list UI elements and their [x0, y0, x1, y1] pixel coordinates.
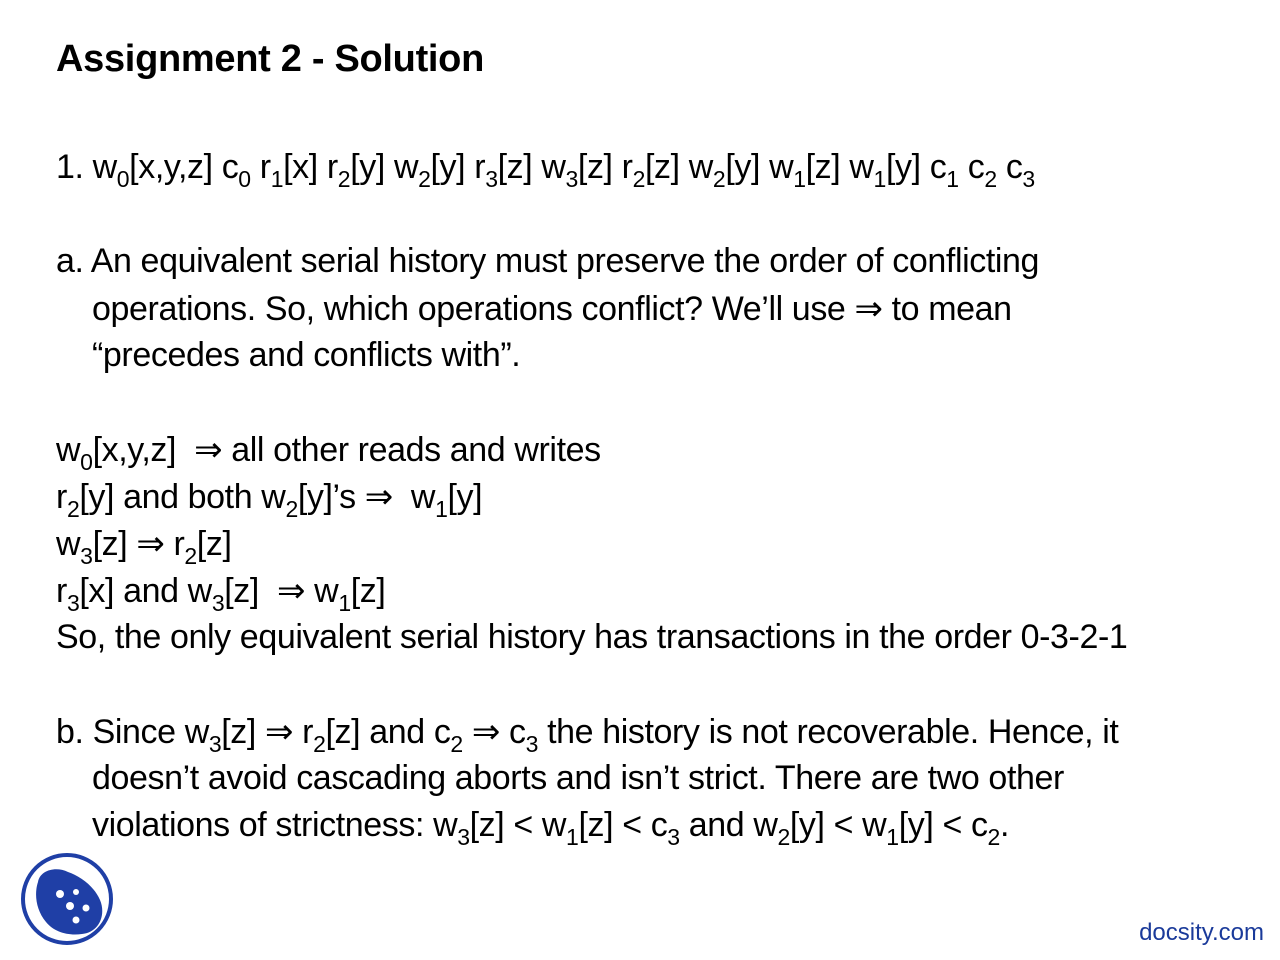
op-w: w [56, 431, 81, 469]
part-a-line-2-end: to mean [882, 290, 1012, 328]
history-op-letter: w [92, 148, 117, 186]
sub-2: 2 [66, 496, 80, 522]
history-op-args: [z] [805, 148, 841, 186]
op-w: w [410, 478, 436, 516]
conflict-4-text-2: [z] [224, 572, 259, 610]
history-op [259, 148, 318, 192]
history-op [849, 148, 921, 192]
conclusion-line: So, the only equivalent serial history has transactions in the order 0-3-2-1 [56, 618, 1128, 656]
history-op-subscript: 1 [793, 166, 806, 192]
history-op [967, 148, 997, 192]
op-w: w [56, 525, 81, 563]
implies-symbol: ⇒ [194, 431, 223, 469]
history-op-subscript: 3 [1022, 166, 1035, 192]
history-op-args: [z] [497, 148, 533, 186]
history-op-subscript: 1 [873, 166, 886, 192]
history-op-letter: w [769, 148, 794, 186]
part-b-text-3d: and w [679, 806, 778, 844]
history-op-letter: c [967, 148, 985, 186]
history-op-letter: c [929, 148, 947, 186]
history-op-args: [x] [283, 148, 318, 186]
conflict-2-text-2: [y]’s [297, 478, 356, 516]
op-r: r [56, 478, 67, 516]
implies-symbol: ⇒ [471, 713, 500, 751]
history-op-letter: r [474, 148, 486, 186]
part-b-text-c: [z] and c [325, 713, 451, 751]
history-op-args: [y] [725, 148, 761, 186]
sub-3: 3 [211, 590, 225, 616]
conflict-2-text-1: [y] and both w [79, 478, 286, 516]
sub-1: 1 [566, 824, 579, 850]
conflict-line-3 [56, 524, 232, 569]
history-ops [92, 148, 1035, 192]
history-op-subscript: 2 [984, 166, 997, 192]
part-b-text-a: b. Since w [56, 713, 209, 751]
conflict-2-rhs: [y] [447, 478, 483, 516]
history-op-subscript: 1 [270, 166, 284, 192]
implies-symbol: ⇒ [265, 713, 294, 751]
history-op-letter: c [1005, 148, 1023, 186]
sub-2: 2 [184, 543, 197, 569]
history-op [393, 148, 466, 192]
history-op-letter: w [688, 148, 713, 186]
history-op-subscript: 2 [632, 166, 645, 192]
sub-3: 3 [667, 824, 680, 850]
history-op [92, 148, 213, 192]
history-op [688, 148, 761, 192]
history-op-letter: w [541, 148, 566, 186]
history-op-letter: w [849, 148, 874, 186]
sub-2: 2 [987, 824, 1000, 850]
sub-2: 2 [777, 824, 790, 850]
conflict-4-rhs: [z] [350, 572, 386, 610]
sub-3: 3 [66, 590, 80, 616]
history-op-letter: r [326, 148, 338, 186]
history-op [929, 148, 959, 192]
part-b-text-3a: violations of strictness: w [92, 806, 458, 844]
history-op-letter: c [221, 148, 239, 186]
history-op-args: [z] [645, 148, 680, 186]
sub-3: 3 [525, 731, 539, 757]
history-op-letter: r [621, 148, 633, 186]
conflict-line-4 [56, 571, 386, 616]
history-op [1005, 148, 1035, 192]
part-b-text-d: the history is not recoverable. Hence, it [538, 713, 1119, 751]
history-op-args: [y] [350, 148, 385, 186]
part-a-line-2 [92, 289, 1012, 329]
implies-symbol: ⇒ [277, 572, 306, 610]
history-op [474, 148, 533, 192]
sub-1: 1 [338, 590, 351, 616]
op-c: c [509, 713, 526, 751]
history-op-subscript: 2 [712, 166, 726, 192]
part-b-text-b: [z] [221, 713, 256, 751]
conflict-line-1 [56, 430, 601, 475]
implies-symbol: ⇒ [136, 525, 165, 563]
history-op-subscript: 3 [565, 166, 578, 192]
sub-1: 1 [435, 496, 448, 522]
history-op [541, 148, 613, 192]
history-line [56, 148, 1035, 192]
op-r: r [302, 713, 314, 751]
sub-1: 1 [886, 824, 899, 850]
history-op [326, 148, 385, 192]
history-op [769, 148, 841, 192]
conflict-3-rhs: [z] [196, 525, 232, 563]
part-b-line-2: doesn’t avoid cascading aborts and isn’t strict. There are two other [92, 759, 1064, 797]
history-op-args: [z] [577, 148, 613, 186]
history-op [621, 148, 680, 192]
part-b-text-3b: [z] < w [469, 806, 567, 844]
sub-2: 2 [450, 731, 463, 757]
implies-symbol: ⇒ [364, 478, 393, 516]
part-a-line-2-text: operations. So, which operations conflict? We’ll use [92, 290, 846, 328]
docsity-logo-icon [20, 852, 114, 946]
op-w: w [314, 572, 339, 610]
history-op [221, 148, 251, 192]
history-op-subscript: 2 [418, 166, 431, 192]
op-r: r [173, 525, 185, 563]
history-op-subscript: 1 [946, 166, 959, 192]
sub-3: 3 [80, 543, 93, 569]
sub-3: 3 [457, 824, 470, 850]
conflict-1-text: [x,y,z] [92, 431, 177, 469]
history-prefix: 1. [56, 148, 93, 186]
history-op-letter: w [393, 148, 419, 186]
conflict-1-rhs: all other reads and writes [231, 431, 601, 469]
sub-2: 2 [313, 731, 326, 757]
part-b-text-3c: [z] < c [578, 806, 668, 844]
history-op-subscript: 3 [485, 166, 498, 192]
part-b-text-3e: [y] < w [789, 806, 887, 844]
history-op-subscript: 0 [238, 166, 251, 192]
part-b-text-3g: . [999, 806, 1009, 844]
part-a-line-3: “precedes and conflicts with”. [92, 336, 521, 374]
conflict-line-2 [56, 477, 483, 522]
part-a-line-1: a. An equivalent serial history must preserve the order of conflicting [56, 242, 1040, 280]
history-op-args: [y] [430, 148, 466, 186]
slide-title: Assignment 2 - Solution [56, 38, 485, 80]
history-op-args: [y] [885, 148, 921, 186]
history-op-args: [x,y,z] [129, 148, 213, 186]
part-b-text-3f: [y] < c [898, 806, 988, 844]
conflict-4-text-1: [x] and w [79, 572, 212, 610]
history-op-subscript: 2 [337, 166, 351, 192]
history-op-subscript: 0 [116, 166, 130, 192]
sub-2: 2 [285, 496, 298, 522]
sub-0: 0 [80, 449, 93, 475]
history-op-letter: r [259, 148, 271, 186]
implies-symbol: ⇒ [854, 290, 883, 328]
op-r: r [56, 572, 67, 610]
docsity-watermark: docsity.com [1139, 919, 1264, 946]
sub-3: 3 [208, 731, 222, 757]
part-b-line-1 [56, 712, 1119, 757]
conflict-3-text: [z] [92, 525, 128, 563]
part-b-line-3 [92, 806, 1009, 850]
